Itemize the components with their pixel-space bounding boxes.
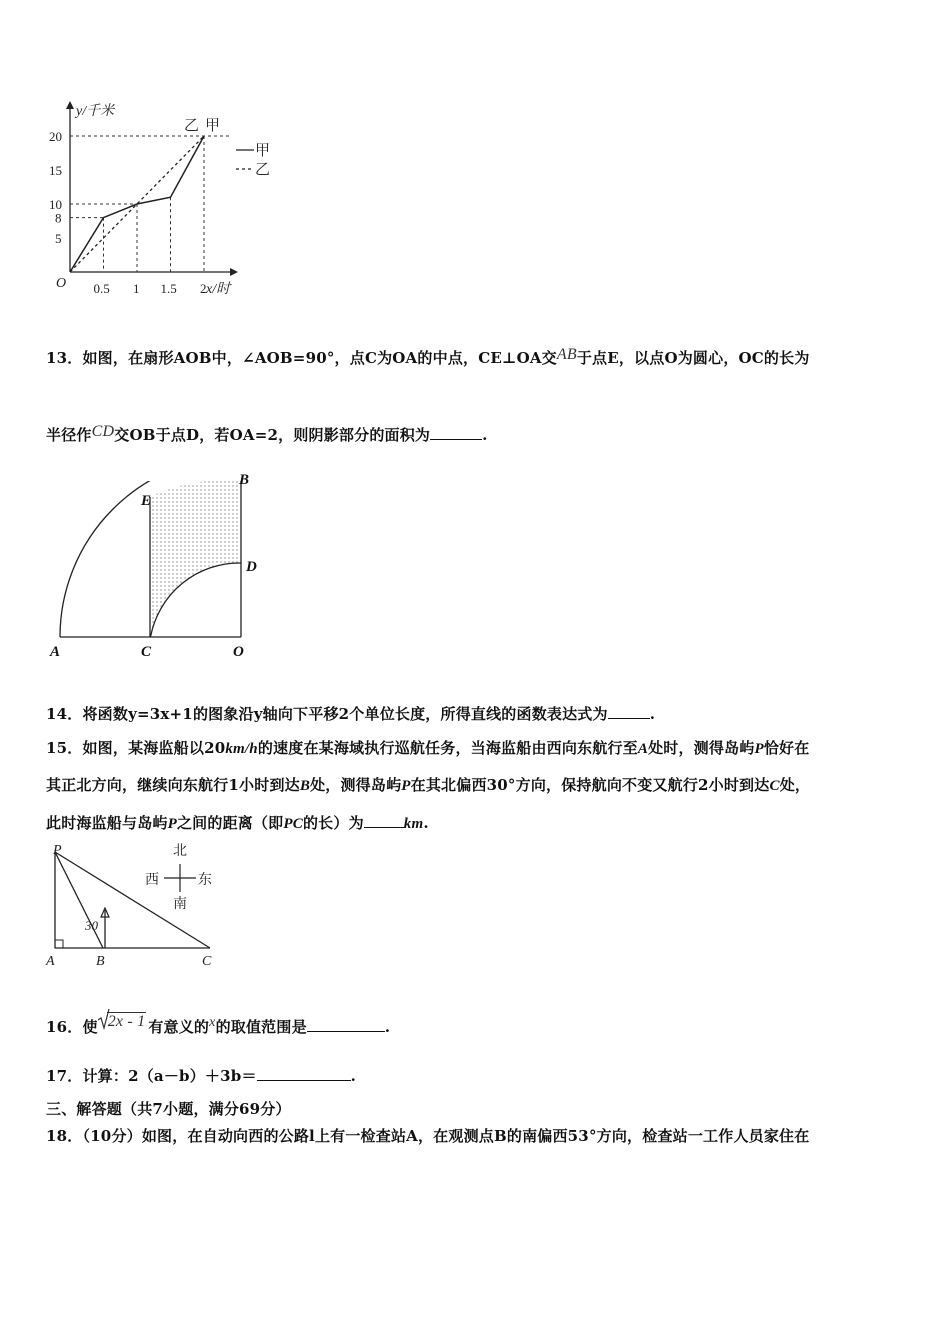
q15-pP2: P: [401, 778, 411, 794]
q16-text-c: 的取值范围是: [215, 1018, 307, 1036]
label-C-ship: C: [202, 954, 212, 969]
q13-text-a: 13．如图，在扇形AOB中，∠AOB=90°，点C为OA的中点，CE⊥OA交: [46, 349, 557, 367]
q15-pPC: PC: [283, 816, 303, 832]
q17-text: 17．计算：2（a－b）＋3b＝: [46, 1067, 257, 1085]
label-A: A: [50, 644, 61, 660]
q13-text-c: 半径作: [46, 426, 92, 444]
legend-yi-label: 乙: [255, 162, 271, 178]
compass-south: 南: [173, 897, 187, 912]
q15-line2: [46, 774, 810, 795]
q14-end: .: [649, 705, 656, 723]
y-axis-label: y/千米: [76, 104, 115, 119]
angle-30-label: 30: [85, 918, 98, 933]
y-axis-arrow: [66, 101, 74, 109]
q15-unit1: km/h: [225, 741, 258, 757]
q15-t5: 其正北方向，继续向东航行1小时到达: [46, 776, 300, 794]
top-label-yi: 乙: [184, 118, 200, 134]
label-P: P: [53, 843, 62, 858]
compass-west: 西: [145, 873, 159, 888]
y-tick-label: 10: [49, 197, 62, 212]
label-D: D: [246, 559, 257, 575]
q15-pA: A: [637, 741, 649, 757]
y-tick-label: 15: [49, 163, 62, 178]
q15-t2: 的速度在某海域执行巡航任务，当海监船由西向东航行至: [257, 739, 638, 757]
x-tick-label: 1: [133, 281, 140, 296]
q14-answer-blank[interactable]: [608, 704, 650, 719]
label-B: B: [239, 472, 250, 488]
label-B-ship: B: [96, 954, 105, 969]
q13-text-b: 于点E，以点O为圆心，OC的长为: [576, 349, 810, 367]
x-tick-label: 2: [200, 281, 207, 296]
y-tick-label: 20: [49, 129, 62, 144]
distance-time-graph: [40, 95, 290, 305]
graph-guides: [70, 136, 231, 272]
sqrt-sign-icon: [98, 1008, 110, 1030]
compass-north: 北: [173, 844, 187, 859]
x-tick-label: 1.5: [160, 281, 177, 296]
q13-text-d: 交OB于点D，若OA=2，则阴影部分的面积为: [114, 426, 431, 444]
origin-label: O: [56, 276, 67, 291]
q13-end: .: [482, 426, 488, 444]
q13-arc-ab: AB: [556, 346, 577, 363]
q15-t11: 的长）为: [302, 814, 364, 832]
q15-t4: 恰好在: [763, 739, 810, 757]
q16-var-x: x: [209, 1015, 216, 1030]
q15-t6: 处，测得岛屿: [310, 776, 402, 794]
label-C: C: [141, 644, 152, 660]
label-E: E: [141, 493, 152, 509]
q15-t8: 处，: [779, 776, 811, 794]
q13-arc-cd: CD: [91, 423, 115, 440]
q17-end: .: [350, 1067, 357, 1085]
q15-answer-blank[interactable]: [364, 813, 404, 828]
q15-pC: C: [769, 778, 780, 794]
q15-t9: 此时海监船与岛屿: [46, 814, 168, 832]
legend-jia-label: 甲: [255, 143, 271, 159]
q16-sqrt: [98, 1011, 147, 1031]
shaded-region: [150, 480, 242, 637]
q15-line3: [46, 812, 429, 833]
q15-t7: 在其北偏西30°方向，保持航向不变又航行2小时到达: [410, 776, 770, 794]
right-angle-mark: [55, 940, 63, 948]
q15-line1: [46, 737, 809, 758]
top-label-jia: 甲: [205, 118, 221, 134]
q16-text-a: 16．使: [46, 1018, 98, 1036]
q15-end: .: [423, 814, 429, 832]
q16-line: [46, 1011, 390, 1037]
q17-line: [46, 1065, 356, 1086]
q15-t10: 之间的距离（即: [176, 814, 284, 832]
label-A-ship: A: [46, 954, 55, 969]
x-axis-label: x/时: [206, 282, 231, 297]
q18-line: 18．（10分）如图，在自动向西的公路l上有一检查站A，在观测点B的南偏西53°方向，检查站一工作人员家住在: [46, 1127, 810, 1145]
q14-text: 14．将函数y=3x+1的图象沿y轴向下平移2个单位长度，所得直线的函数表达式为: [46, 705, 608, 723]
q15-pB: B: [299, 778, 311, 794]
q15-unit2: km: [403, 816, 424, 832]
ship-triangle-figure: [40, 838, 230, 973]
section3-title: 三、解答题（共7小题，满分69分）: [46, 1100, 291, 1118]
q13-answer-blank[interactable]: [430, 425, 482, 440]
graph-ticks: [49, 129, 207, 296]
q16-end: .: [384, 1018, 391, 1036]
q15-t1: 15．如图，某海监船以20: [46, 739, 226, 757]
label-O: O: [233, 644, 244, 660]
q15-t3: 处时，测得岛屿: [648, 739, 755, 757]
q16-answer-blank[interactable]: [307, 1017, 385, 1032]
x-tick-label: 0.5: [93, 281, 110, 296]
q14-line: [46, 703, 655, 724]
q13-line1: [46, 346, 810, 368]
y-tick-label: 5: [55, 231, 62, 246]
compass-east: 东: [198, 873, 212, 888]
q16-radicand: 2x - 1: [107, 1013, 146, 1030]
q15-pP3: P: [167, 816, 177, 832]
sector-figure: [40, 465, 280, 665]
q17-answer-blank[interactable]: [257, 1066, 351, 1081]
q13-line2: [46, 423, 488, 445]
y-tick-label: 8: [55, 210, 62, 226]
q15-pP: P: [754, 741, 764, 757]
x-axis-arrow: [230, 268, 238, 276]
q16-text-b: 有意义的: [148, 1018, 210, 1036]
